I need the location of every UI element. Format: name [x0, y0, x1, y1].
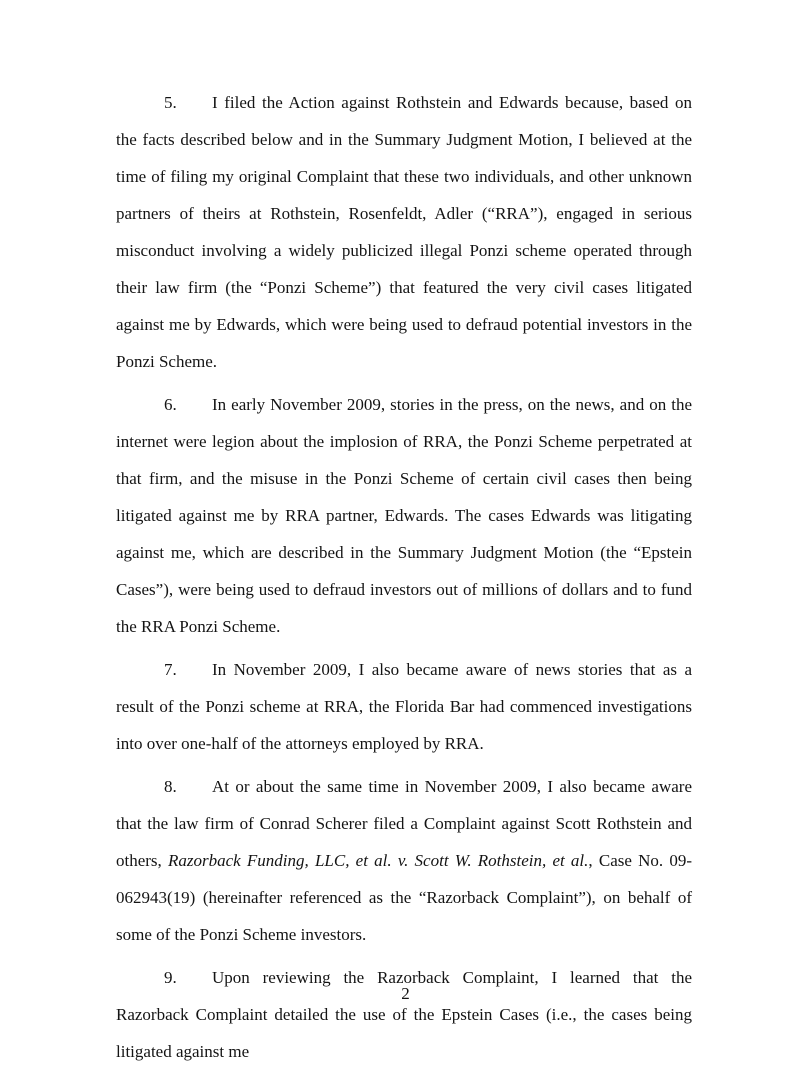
paragraph-7: [116, 651, 692, 762]
paragraph-8: [116, 768, 692, 953]
paragraph-number: 6.: [164, 395, 177, 414]
page-number: 2: [401, 984, 410, 1003]
paragraph-number: 5.: [164, 93, 177, 112]
paragraph-text: Upon reviewing the Razorback Complaint, I learned that the Razorback Complaint detailed the use of the Epstein Cases (i.e., the cases being litigated against me: [116, 968, 692, 1061]
paragraph-number: 8.: [164, 777, 177, 796]
paragraph-text: In November 2009, I also became aware of news stories that as a result of the Ponzi scheme at RRA, the Florida Bar had commenced investigations into over one-half of the attorneys employed by RRA.: [116, 660, 692, 753]
paragraph-number: 7.: [164, 660, 177, 679]
paragraph-text: I filed the Action against Rothstein and Edwards because, based on the facts described below and in the Summary Judgment Motion, I believed at the time of filing my original Complaint that these two individuals, and other unknown partners of theirs at Rothstein, Rosenfeldt, Adler (“RRA”), engaged in serious misconduct involving a widely publicized illegal Ponzi scheme operated through their law firm (the “Ponzi Scheme”) that featured the very civil cases litigated against me by Edwards, which were being used to defraud potential investors in the Ponzi Scheme.: [116, 93, 692, 371]
paragraph-5: [116, 84, 692, 380]
paragraph-9: [116, 959, 692, 1070]
document-body: [116, 84, 692, 1076]
paragraph-text-after: , Case No. 09-062943(19) (hereinafter referenced as the “Razorback Complaint”), on behalf of some of the Ponzi Scheme investors.: [116, 851, 692, 944]
paragraph-text-before: At or about the same time in November 2009, I also became aware that the law firm of Conrad Scherer filed a Complaint against Scott Rothstein and others,: [116, 777, 692, 870]
paragraph-text: In early November 2009, stories in the press, on the news, and on the internet were legion about the implosion of RRA, the Ponzi Scheme perpetrated at that firm, and the misuse in the Ponzi Scheme of certain civil cases then being litigated against me by RRA partner, Edwards. The cases Edwards was litigating against me, which are described in the Summary Judgment Motion (the “Epstein Cases”), were being used to defraud investors out of millions of dollars and to fund the RRA Ponzi Scheme.: [116, 395, 692, 636]
case-name: Razorback Funding, LLC, et al. v. Scott W. Rothstein, et al.: [168, 851, 589, 870]
paragraph-number: 9.: [164, 968, 177, 987]
paragraph-6: [116, 386, 692, 645]
